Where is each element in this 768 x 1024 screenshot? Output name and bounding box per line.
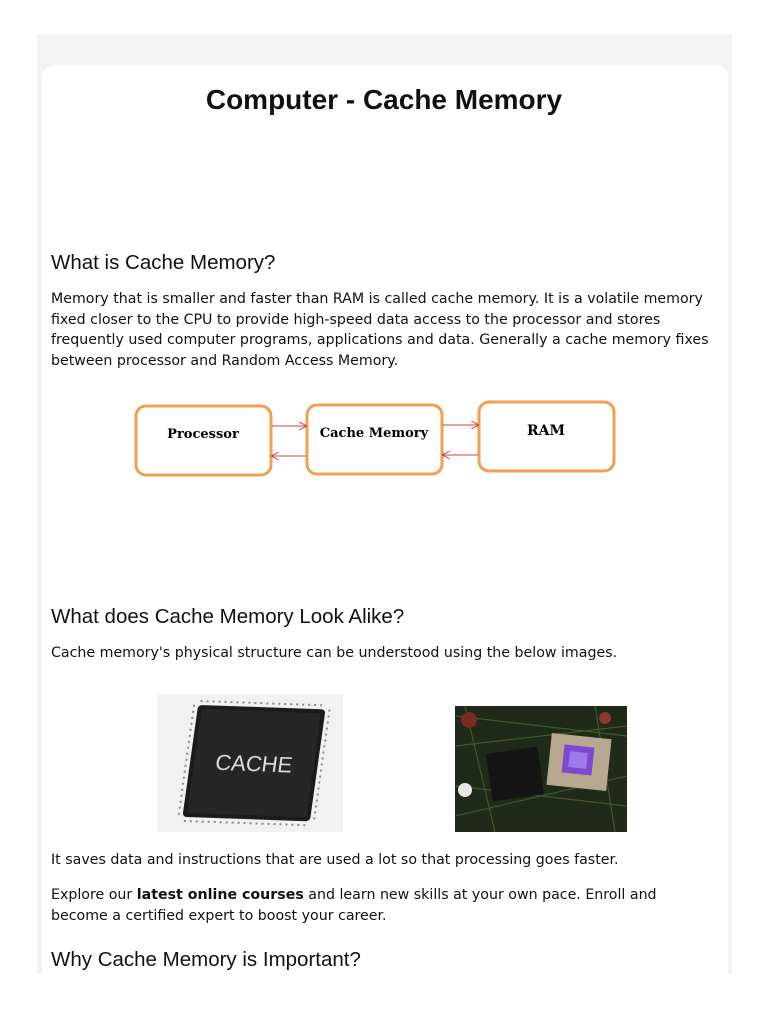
paragraph-physical-structure: Cache memory's physical structure can be understood using the below images. xyxy=(51,645,618,661)
cache-memory-label: Cache Memory xyxy=(319,426,429,441)
content-card xyxy=(42,65,728,974)
processor-label: Processor xyxy=(167,427,239,442)
circuit-board-image xyxy=(455,706,627,832)
heading-what-is-cache-memory: What is Cache Memory? xyxy=(51,251,276,274)
page-title: Computer - Cache Memory xyxy=(205,84,563,115)
ram-label: RAM xyxy=(527,423,565,439)
paragraph-saves-data: It saves data and instructions that are used a lot so that processing goes faster. xyxy=(51,852,619,868)
cache-memory-diagram xyxy=(130,396,620,480)
paragraph-promo xyxy=(51,885,711,926)
latest-courses-link[interactable]: latest online courses xyxy=(136,887,304,903)
promo-suffix: and learn new skills at your own pace. Enroll and become a certified expert to boost your career. xyxy=(51,887,657,924)
promo-prefix: Explore our xyxy=(51,887,137,903)
heading-why-important: Why Cache Memory is Important? xyxy=(51,948,361,971)
paragraph-what-is-cache-memory: Memory that is smaller and faster than RAM is called cache memory. It is a volatile memory fixed closer to the CPU to provide high-speed data access to the processor and stores frequently used computer programs, applications and data. Generally a cache memory fixes between processor and Random Access Memory. xyxy=(51,291,709,369)
cache-chip-image xyxy=(157,694,343,832)
chip-label: CACHE xyxy=(213,749,294,778)
heading-what-does-cache-memory-look-alike: What does Cache Memory Look Alike? xyxy=(51,605,405,628)
